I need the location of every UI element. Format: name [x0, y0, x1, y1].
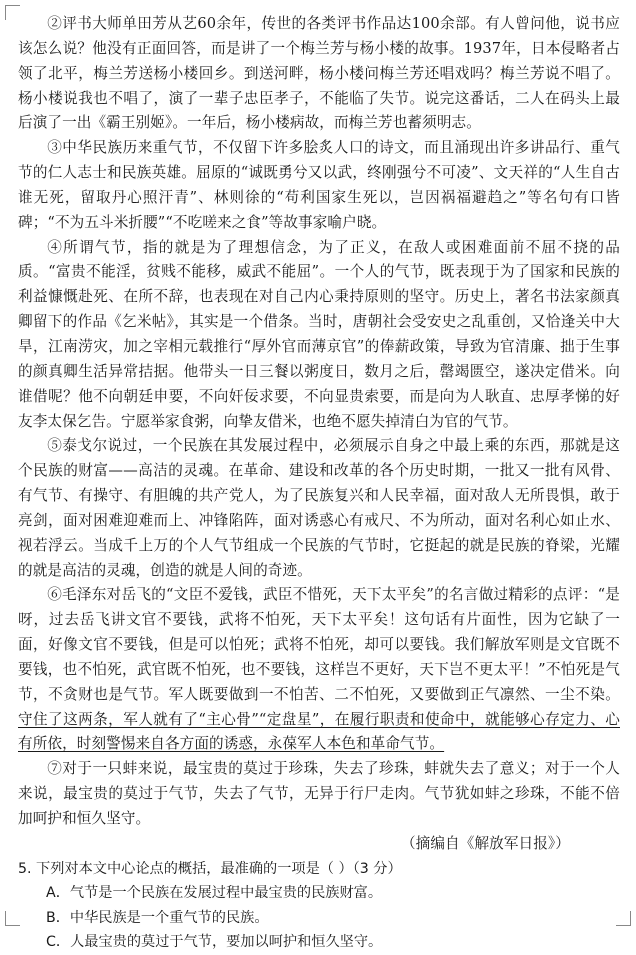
paragraph-7	[18, 757, 620, 832]
paragraph-2: ②评书大师单田芳从艺60余年，传世的各类评书作品达100余部。有人曾问他，说书应该怎么说？他没有正面回答，而是讲了一个梅兰芳与杨小楼的故事。1937年，日本侵略者占领了北平，梅兰芳送杨小楼回乡。到送河畔，杨小楼问梅兰芳还唱戏吗？梅兰芳说不唱了。杨小楼说我也不唱了，演了一辈子忠臣孝子，不能临了失节。说完这番话，二人在码头上最后演了一出《霸王别姬》。一年后，杨小楼病故，而梅兰芳也蓄须明志。	[18, 15, 620, 132]
paragraph-6	[18, 583, 620, 757]
paragraph-4: ④所谓气节，指的就是为了理想信念，为了正义，在敌人或困难面前不屈不挠的品质。“富贵不能淫，贫贱不能移，威武不能屈”。一个人的气节，既表现于为了国家和民族的利益慷慨赴死、在所不辞，也表现在对自己内心秉持原则的坚守。历史上，著名书法家颜真卿留下的作品《乞米帖》，其实是一个借条。当时，唐朝社会受安史之乱重创，又恰逢关中大旱，江南涝灾，加之宰相元载推行“厚外官而薄京官”的俸薪政策，导致为官清廉、拙于生事的颜真卿生活异常拮据。他带头一日三餐以粥度日，数月之后，罄竭匮空，遂决定借米。向谁借呢？他不向朝廷申要，不向奸佞求要，不向显贵索要，而是向为人耿直、忠厚孝悌的好友李太保乞告。宁愿举家食粥，向挚友借米，也绝不愿失掉清白为官的气节。	[18, 238, 620, 430]
article-body	[18, 12, 620, 955]
paragraph-6-underlined-text: 守住了这两条，军人就有了“主心骨”“定盘星”，在履行职责和使命中，就能够心存定力、心有所依，时刻警惕来自各方面的诱惑，永葆军人本色和革命气节。	[18, 710, 620, 753]
source-citation-row	[18, 832, 620, 857]
paragraph-5: ⑤泰戈尔说过，一个民族在其发展过程中，必须展示自身之中最上乘的东西，那就是这个民族的财富——高洁的灵魂。在革命、建设和改革的各个历史时期，一批又一批有风骨、有气节、有操守、有胆魄的共产党人，为了民族复兴和人民幸福，面对敌人无所畏惧，敢于亮剑，面对困难迎难而上、冲锋陷阵，面对诱惑心有戒尺、不为所动，面对名利心如止水、视若浮云。当成千上万的个人气节组成一个民族的气节时，它挺起的就是民族的脊梁，光耀的就是高洁的灵魂，创造的就是人间的奇迹。	[18, 437, 620, 579]
option-a[interactable]: A．气节是一个民族在发展过程中最宝贵的民族财富。	[46, 885, 383, 902]
option-b[interactable]: B．中华民族是一个重气节的民族。	[46, 909, 269, 926]
paragraph-6-text: ⑥毛泽东对岳飞的“文臣不爱钱，武臣不惜死，天下太平矣”的名言做过精彩的点评：“是呀，过去岳飞讲文官不要钱，武将不怕死，天下太平矣！这句话有片面性，因为它缺了一面，好像文官不要钱，但是可以怕死；武将不怕死，却可以要钱。我们解放军则是文官既不要钱，也不怕死，武官既不怕死，也不要钱，这样岂不更好，天下岂不更太平！”不怕死是气节，不贪财也是气节。军人既要做到一不怕苦、二不怕死，又要做到正气凛然、一尘不染。	[18, 586, 620, 703]
source-citation: （摘编自《解放军日报》）	[400, 834, 570, 852]
question-5: 5. 下列对本文中心论点的概括，最准确的一项是（ ）（3 分）	[18, 860, 402, 877]
paragraph-3: ③中华民族历来重气节，不仅留下许多脍炙人口的诗文，而且涌现出许多讲品行、重气节的仁人志士和民族英雄。屈原的“诚既勇兮又以武，终刚强兮不可凌”、文天祥的“人生自古谁无死，留取丹心照汗青”、林则徐的“苟利国家生死以，岂因祸福避趋之”等名句有口皆碑；“不为五斗米折腰”“不吃嗟来之食”等故事家喻户晓。	[18, 139, 620, 231]
paragraph-7-text: ⑦对于一只蚌来说，最宝贵的莫过于珍珠，失去了珍珠，蚌就失去了意义；对于一个人来说，最宝贵的莫过于气节，失去了气节，无异于行尸走肉。气节犹如蚌之珍珠，不能不倍加呵护和恒久坚守。	[18, 760, 620, 827]
option-c[interactable]: C．人最宝贵的莫过于气节，要加以呵护和恒久坚守。	[46, 934, 383, 951]
